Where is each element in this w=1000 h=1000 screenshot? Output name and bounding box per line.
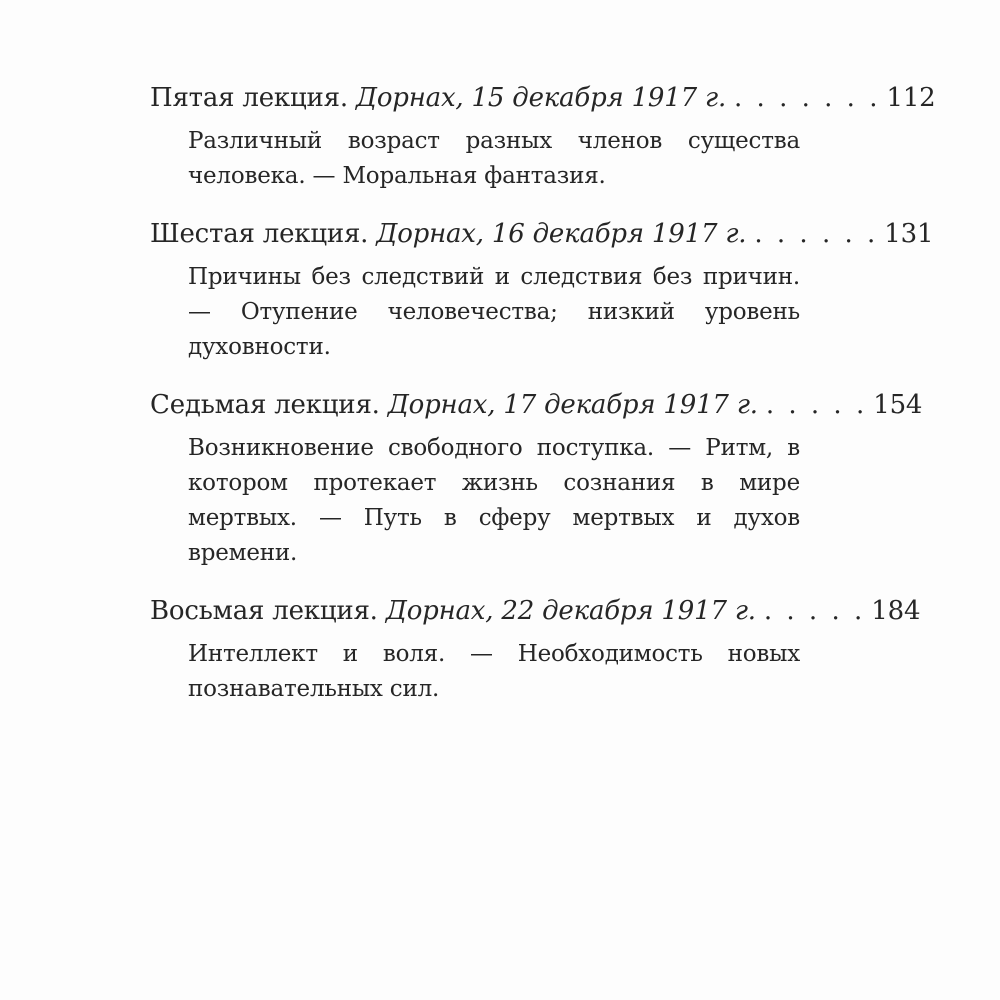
- lecture-place-date: Дорнах, 16 декабря 1917 г.: [376, 219, 747, 249]
- toc-entry-heading: [150, 214, 934, 254]
- lecture-title: Шестая лекция.: [150, 219, 369, 249]
- toc-entry-heading: [150, 78, 936, 118]
- page-number: 131: [884, 219, 934, 249]
- page-number: 112: [886, 83, 936, 113]
- page-number: 154: [873, 390, 923, 420]
- toc-entry-5: [150, 78, 936, 194]
- lecture-summary: Различный возраст разных членов существа человека. — Моральная фантазия.: [188, 128, 800, 189]
- lecture-title: Седьмая лекция.: [150, 390, 380, 420]
- dot-leader: . . . . .: [765, 390, 868, 420]
- dot-leader: . . . . . . .: [734, 83, 881, 113]
- toc-entry-heading: [150, 385, 923, 425]
- lecture-place-date: Дорнах, 15 декабря 1917 г.: [355, 83, 727, 113]
- dot-leader: . . . . .: [763, 596, 866, 626]
- lecture-summary: Интеллект и воля. — Необходимость новых познавательных сил.: [188, 641, 800, 702]
- toc-entry-7: [150, 385, 923, 571]
- lecture-summary: Причины без следствий и следствия без причин. — Отупение человечества; низкий уровень духовности.: [188, 264, 800, 360]
- lecture-title: Пятая лекция.: [150, 83, 348, 113]
- toc-entry-8: [150, 591, 921, 707]
- lecture-summary: Возникновение свободного поступка. — Ритм, в котором протекает жизнь сознания в мире мертвых. — Путь в сферу мертвых и духов времени.: [188, 435, 800, 566]
- table-of-contents: [150, 78, 936, 727]
- page-number: 184: [871, 596, 921, 626]
- lecture-place-date: Дорнах, 22 декабря 1917 г.: [385, 596, 756, 626]
- dot-leader: . . . . . .: [754, 219, 879, 249]
- lecture-place-date: Дорнах, 17 декабря 1917 г.: [387, 390, 758, 420]
- lecture-title: Восьмая лекция.: [150, 596, 378, 626]
- toc-entry-heading: [150, 591, 921, 631]
- toc-entry-6: [150, 214, 934, 365]
